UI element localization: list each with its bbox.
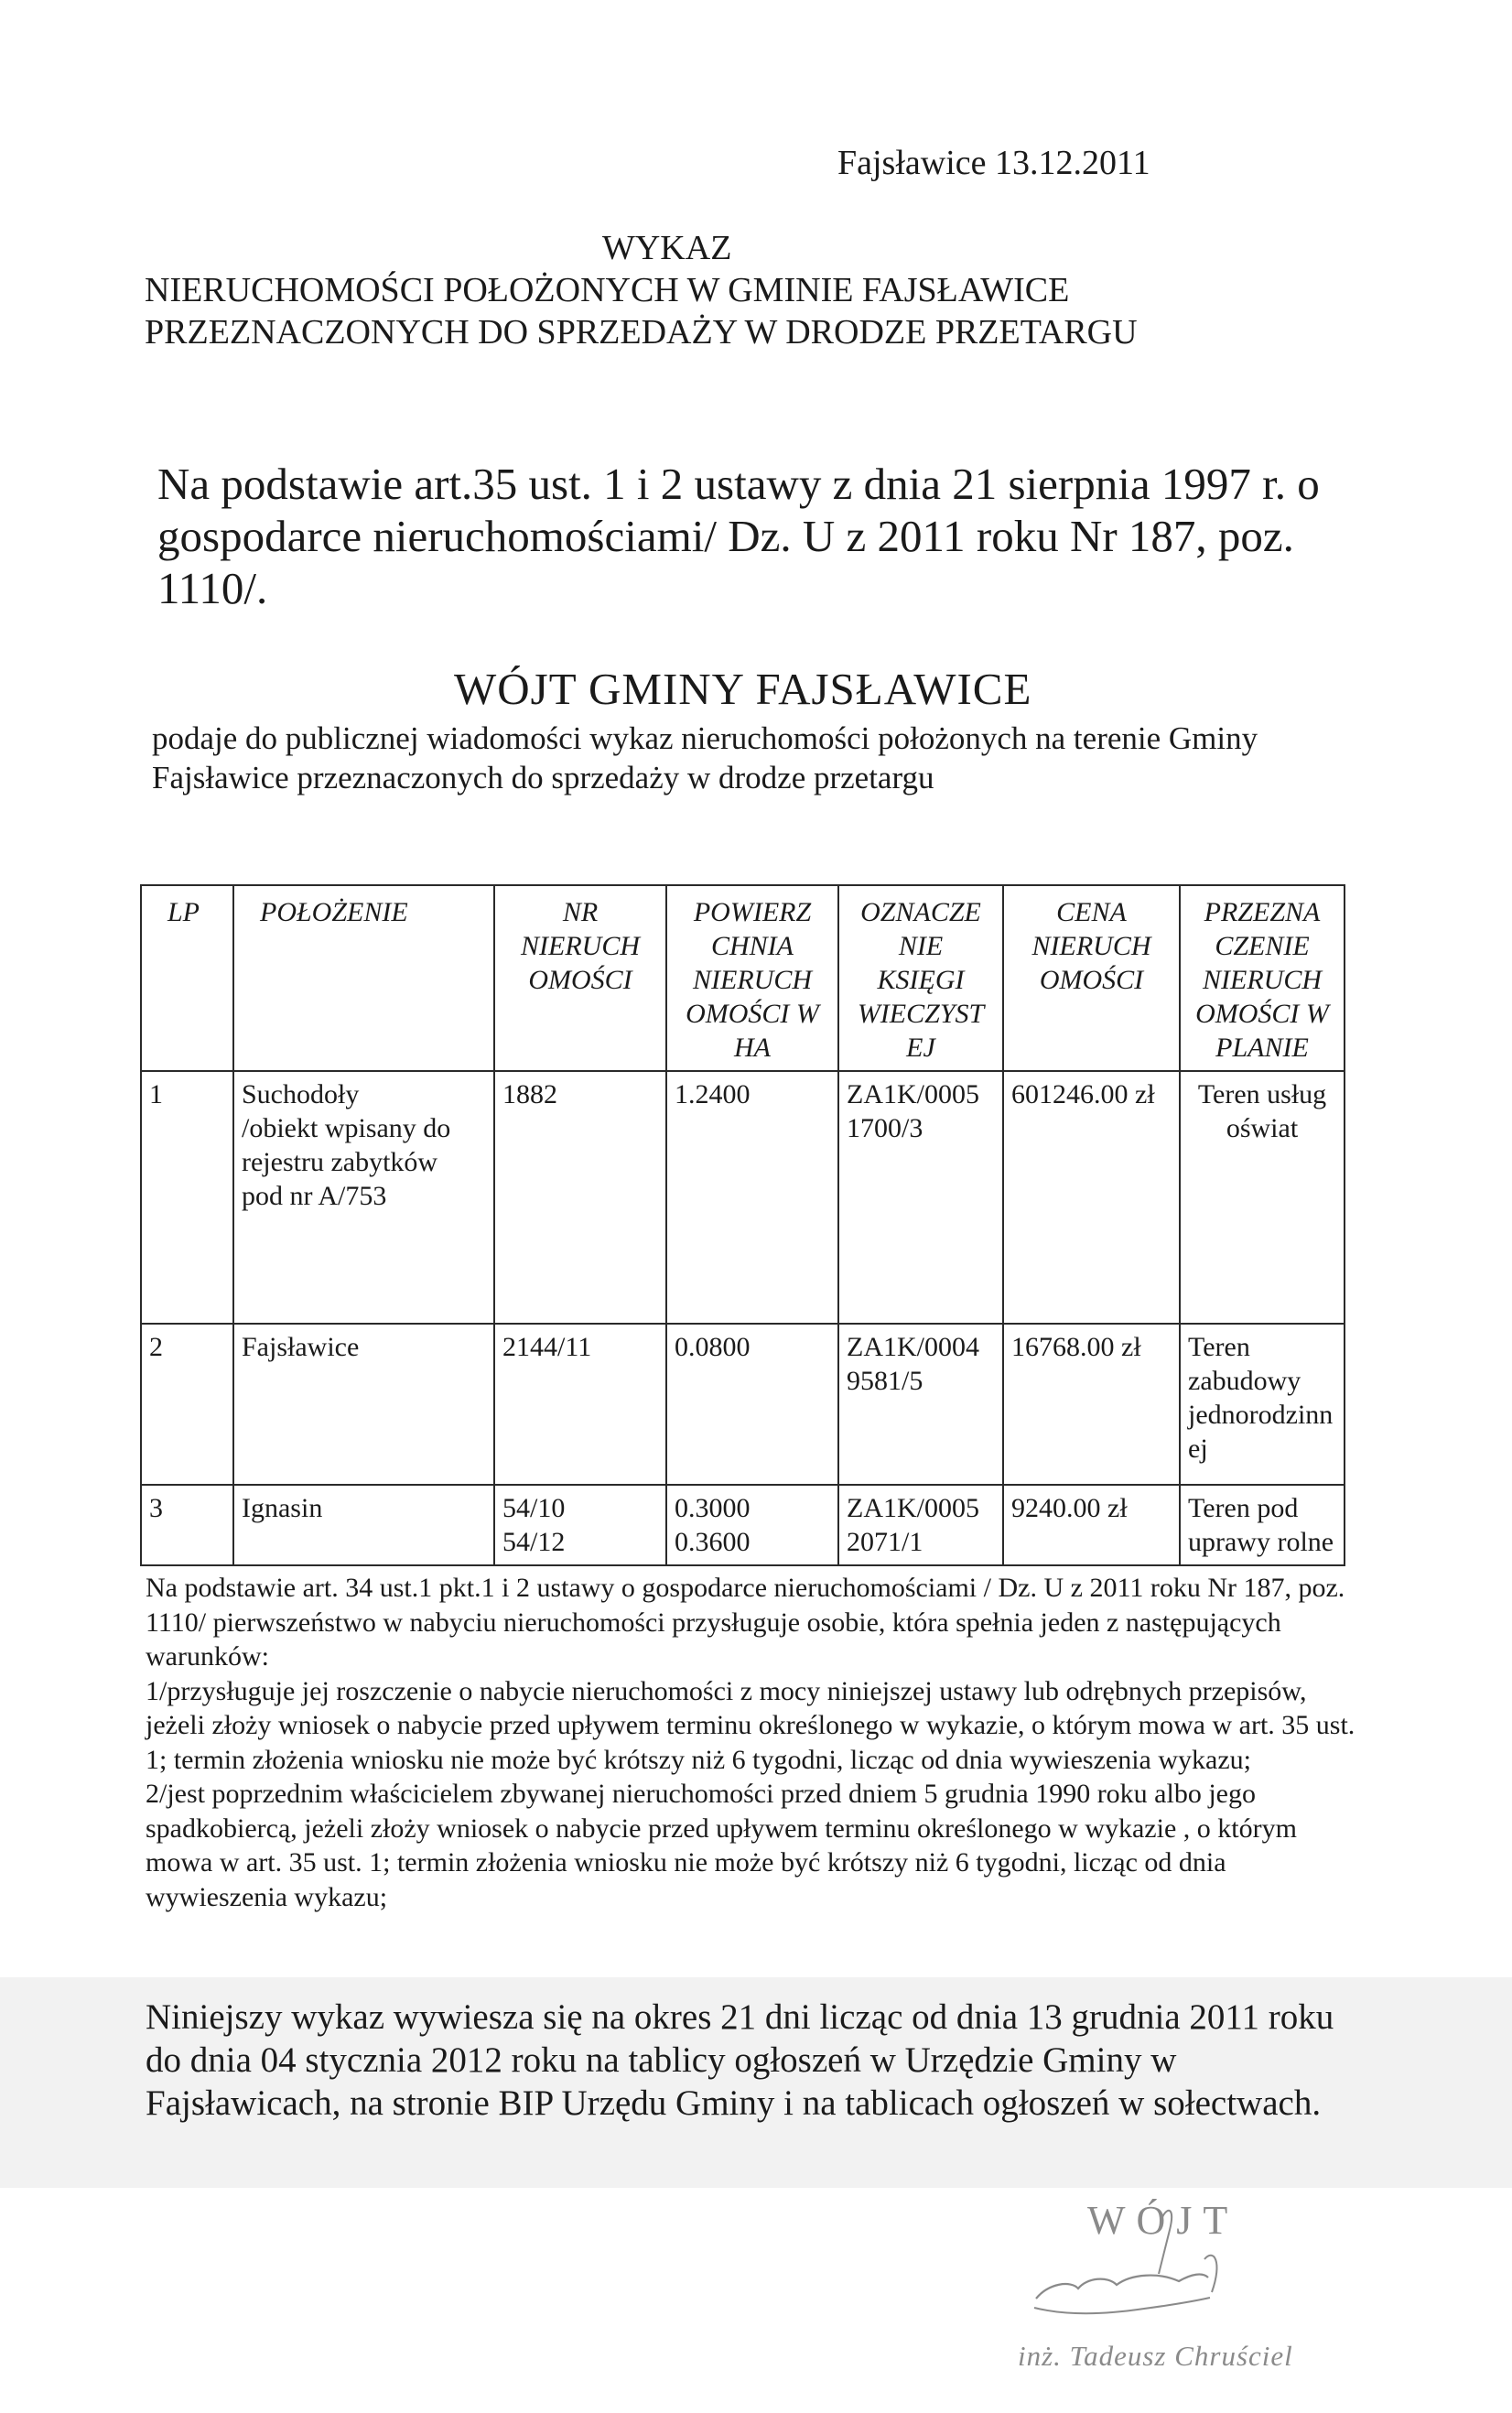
cell-polozenie: Fajsławice (233, 1324, 494, 1485)
legal-basis-paragraph: Na podstawie art.35 ust. 1 i 2 ustawy z dnia 21 sierpnia 1997 r. o gospodarce nieruchomościami/ Dz. U z 2011 roku Nr 187, poz. 1110/. (157, 459, 1320, 613)
header-lp: LP (141, 885, 233, 1071)
cell-powierzchnia: 0.3000 0.3600 (666, 1485, 838, 1565)
signature-name: inż. Tadeusz Chruściel (1018, 2340, 1293, 2372)
cell-polozenie: Suchodoły /obiekt wpisany do rejestru zabytków pod nr A/753 (233, 1071, 494, 1324)
preference-condition-2: 2/jest poprzednim właścicielem zbywanej nieruchomości przed dniem 5 grudnia 1990 roku albo jego spadkobiercą, jeżeli złoży wniosek o nabycie przed upływem terminu określonego w wykazie , o którym mowa w art. 35 ust. 1; termin złożenia wniosku nie może być krótszy niż 6 tygodni, licząc od dnia wywieszenia wykazu; (146, 1779, 1297, 1912)
cell-powierzchnia: 0.0800 (666, 1324, 838, 1485)
cell-nr: 1882 (494, 1071, 666, 1324)
cell-cena: 16768.00 zł (1003, 1324, 1180, 1485)
document-date: Fajsławice 13.12.2011 (837, 144, 1150, 182)
cell-cena: 9240.00 zł (1003, 1485, 1180, 1565)
property-table (140, 884, 1345, 1566)
title-line-wykaz: WYKAZ (602, 229, 732, 267)
cell-ksiega: ZA1K/0004 9581/5 (838, 1324, 1003, 1485)
header-ksiega-wieczysta: OZNACZE NIE KSIĘGI WIECZYST EJ (838, 885, 1003, 1071)
document-title (145, 227, 1138, 353)
table-header-row (141, 885, 1345, 1071)
preference-condition-1: 1/przysługuje jej roszczenie o nabycie nieruchomości z mocy niniejszej ustawy lub odrębnych przepisów, jeżeli złoży wniosek o nabycie przed upływem terminu określonego w wykazie, o którym mowa w art. 35 ust. 1; termin złożenia wniosku nie może być krótszy niż 6 tygodni, licząc od dnia wywieszenia wykazu; (146, 1675, 1355, 1775)
cell-przeznaczenie: Teren pod uprawy rolne (1180, 1485, 1345, 1565)
cell-nr: 2144/11 (494, 1324, 666, 1485)
cell-ksiega: ZA1K/0005 1700/3 (838, 1071, 1003, 1324)
title-line-nieruchomosci: NIERUCHOMOŚCI POŁOŻONYCH W GMINIE FAJSŁAWICE (145, 271, 1070, 309)
table-row (141, 1485, 1345, 1565)
header-polozenie: POŁOŻENIE (233, 885, 494, 1071)
header-nr-nieruchomosci: NR NIERUCH OMOŚCI (494, 885, 666, 1071)
cell-lp: 2 (141, 1324, 233, 1485)
preference-intro: Na podstawie art. 34 ust.1 pkt.1 i 2 ustawy o gospodarce nieruchomościami / Dz. U z 2011 roku Nr 187, poz. 1110/ pierwszeństwo w nabyciu nieruchomości przysługuje osobie, która spełnia jeden z następujących warunków: (146, 1573, 1345, 1672)
cell-ksiega: ZA1K/0005 2071/1 (838, 1485, 1003, 1565)
posting-notice: Niniejszy wykaz wywiesza się na okres 21 dni licząc od dnia 13 grudnia 2011 roku do dnia 04 stycznia 2012 roku na tablicy ogłoszeń w Urzędzie Gminy w Fajsławicach, na stronie BIP Urzędu Gminy i na tablicach ogłoszeń w sołectwach. (146, 1997, 1334, 2123)
header-przeznaczenie: PRZEZNA CZENIE NIERUCH OMOŚCI W PLANIE (1180, 885, 1345, 1071)
header-powierzchnia: POWIERZ CHNIA NIERUCH OMOŚCI W HA (666, 885, 838, 1071)
table-row (141, 1324, 1345, 1485)
cell-przeznaczenie: Teren usług oświat (1180, 1071, 1345, 1324)
cell-cena: 601246.00 zł (1003, 1071, 1180, 1324)
cell-lp: 1 (141, 1071, 233, 1324)
announcement-paragraph: podaje do publicznej wiadomości wykaz nieruchomości położonych na terenie Gminy Fajsławice przeznaczonych do sprzedaży w drodze przetargu (152, 720, 1258, 795)
signature-title: WÓJT (1087, 2198, 1239, 2243)
table-row (141, 1071, 1345, 1324)
preference-rules (146, 1571, 1367, 1914)
cell-lp: 3 (141, 1485, 233, 1565)
title-line-przeznaczonych: PRZEZNACZONYCH DO SPRZEDAŻY W DRODZE PRZETARGU (145, 313, 1138, 352)
cell-polozenie: Ignasin (233, 1485, 494, 1565)
cell-przeznaczenie: Teren zabudowy jednorodzinn ej (1180, 1324, 1345, 1485)
header-cena: CENA NIERUCH OMOŚCI (1003, 885, 1180, 1071)
wojt-heading: WÓJT GMINY FAJSŁAWICE (454, 664, 1032, 714)
cell-powierzchnia: 1.2400 (666, 1071, 838, 1324)
cell-nr: 54/10 54/12 (494, 1485, 666, 1565)
